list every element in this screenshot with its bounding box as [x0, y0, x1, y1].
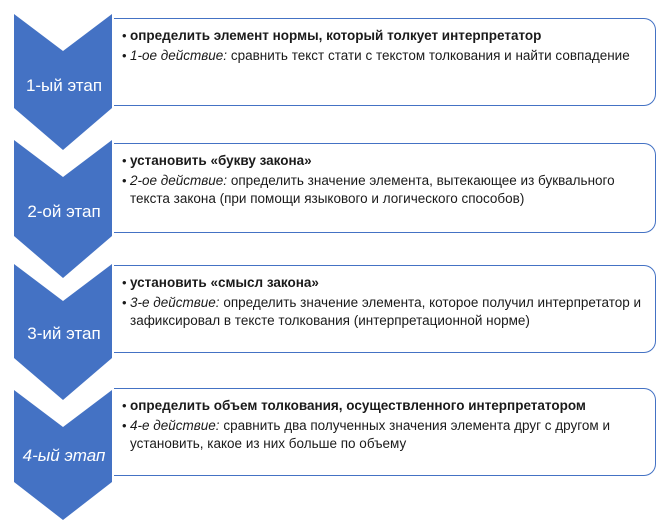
bullet-icon: • — [122, 418, 127, 433]
stage-4-action-row — [122, 417, 645, 453]
bullet-icon: • — [122, 28, 127, 43]
stage-4-action-text: сравнить два полученных значения элемента друг с другом и установить, какое из них больше по объему — [130, 418, 610, 451]
stage-1-action-row — [122, 47, 645, 65]
bullet-icon: • — [122, 398, 127, 413]
stage-4-title-row — [122, 397, 645, 415]
bullet-icon: • — [122, 295, 127, 310]
stage-1-action — [130, 47, 630, 65]
stage-1-title: определить элемент нормы, который толкует интерпретатор — [130, 28, 542, 43]
bullet-icon: • — [122, 173, 127, 188]
stage-1-action-label: 1-ое действие: — [130, 48, 228, 63]
stage-2-card — [114, 143, 656, 233]
bullet-icon: • — [122, 48, 127, 63]
stage-4-label: 4-ый этап — [22, 446, 106, 465]
stage-3-action — [130, 294, 645, 330]
stage-3-label: 3-ий этап — [27, 324, 101, 343]
stage-1-action-text: сравнить текст стати с текстом толкования и найти совпадение — [227, 48, 630, 63]
bullet-icon: • — [122, 153, 127, 168]
stage-3-title: установить «смысл закона» — [130, 275, 319, 290]
stage-1-card — [114, 18, 656, 106]
stage-3-card — [114, 265, 656, 353]
stage-3-action-label: 3-е действие: — [130, 295, 220, 310]
stage-2-action-row — [122, 172, 645, 208]
stage-4-title: определить объем толкования, осуществленного интерпретатором — [130, 398, 586, 413]
stage-1-label: 1-ый этап — [25, 76, 103, 95]
stage-2-action — [130, 172, 645, 208]
stage-2-title: установить «букву закона» — [130, 153, 312, 168]
stage-4-action — [130, 417, 645, 453]
stage-4-action-label: 4-е действие: — [130, 418, 220, 433]
stage-4-card — [114, 388, 656, 476]
stage-2-label: 2-ой этап — [27, 202, 101, 221]
bullet-icon: • — [122, 275, 127, 290]
stage-3-action-text: определить значение элемента, которое получил интерпретатор и зафиксировал в тексте толкования (интерпретационной норме) — [130, 295, 642, 328]
stage-3-title-row — [122, 274, 645, 292]
stage-1-title-row — [122, 27, 645, 45]
stage-2-action-label: 2-ое действие: — [130, 173, 228, 188]
stage-3-action-row — [122, 294, 645, 330]
stage-2-title-row — [122, 152, 645, 170]
stage-2-action-text: определить значение элемента, вытекающее из буквального текста закона (при помощи языкового и логического способов) — [130, 173, 615, 206]
